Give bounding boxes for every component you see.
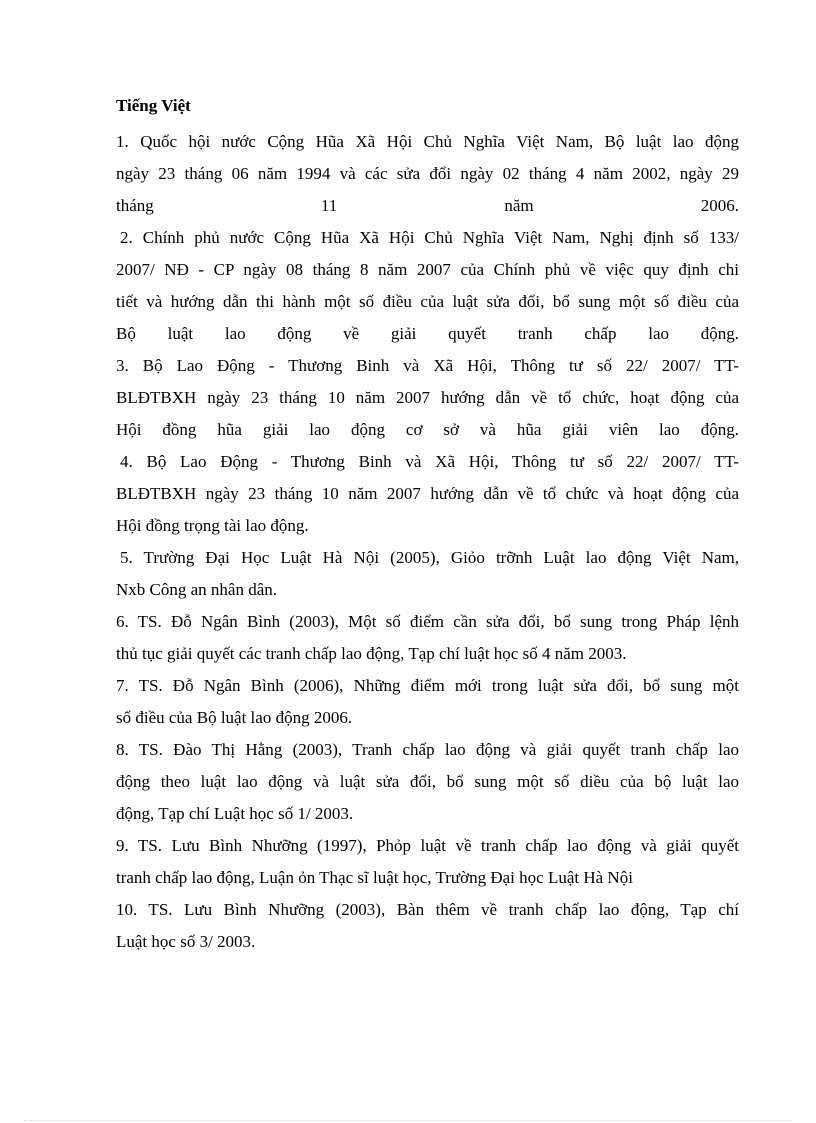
reference-line: Luật học số 3/ 2003.: [116, 932, 256, 951]
reference-line: Hội đồng trọng tài lao động.: [116, 516, 309, 535]
reference-line: động theo luật lao động và luật sửa đổi, bổ sung một số diều của bộ luật lao: [116, 772, 739, 791]
reference-line: 2. Chính phủ nước Cộng Hũa Xã Hội Chủ Nghĩa Việt Nam, Nghị định số 133/: [120, 228, 739, 247]
reference-line: BLĐTBXH ngày 23 tháng 10 năm 2007 hướng dẫn về tổ chức, hoạt động của: [116, 388, 739, 407]
reference-line: 2007/ NĐ - CP ngày 08 tháng 8 năm 2007 của Chính phủ về việc quy định chi: [116, 260, 739, 279]
reference-line: tiết và hướng dẫn thi hành một số điều của luật sửa đổi, bổ sung một số điều của: [116, 292, 739, 311]
reference-list: [116, 126, 739, 958]
reference-line: 3. Bộ Lao Động - Thương Binh và Xã Hội, Thông tư số 22/ 2007/ TT-: [116, 356, 739, 375]
reference-line: 1. Quốc hội nước Cộng Hũa Xã Hội Chủ Nghĩa Việt Nam, Bộ luật lao động: [116, 132, 739, 151]
reference-line: 8. TS. Đào Thị Hằng (2003), Tranh chấp lao động và giải quyết tranh chấp lao: [116, 740, 739, 759]
reference-line: động, Tạp chí Luật học số 1/ 2003.: [116, 804, 354, 823]
page-bottom-divider: [24, 1120, 792, 1121]
reference-line: số điều của Bộ luật lao động 2006.: [116, 708, 353, 727]
reference-line: 7. TS. Đỗ Ngân Bình (2006), Những điểm mới trong luật sửa đổi, bổ sung một: [116, 676, 739, 695]
reference-line: tháng 11 năm 2006.: [116, 196, 739, 215]
reference-line: Hội đồng hũa giải lao động cơ sở và hũa giải viên lao động.: [116, 420, 739, 439]
reference-line: BLĐTBXH ngày 23 tháng 10 năm 2007 hướng dẫn về tổ chức và hoạt động của: [116, 484, 739, 503]
reference-line: 10. TS. Lưu Bình Nhưỡng (2003), Bàn thêm về tranh chấp lao động, Tạp chí: [116, 900, 739, 919]
reference-line: 4. Bộ Lao Động - Thương Binh và Xã Hội, Thông tư số 22/ 2007/ TT-: [120, 452, 739, 471]
reference-line: Nxb Công an nhân dân.: [116, 580, 278, 599]
reference-line: ngày 23 tháng 06 năm 1994 và các sửa đổi ngày 02 tháng 4 năm 2002, ngày 29: [116, 164, 739, 183]
section-heading: Tiếng Việt: [116, 96, 191, 115]
reference-line: thủ tục giải quyết các tranh chấp lao động, Tạp chí luật học số 4 năm 2003.: [116, 644, 627, 663]
reference-line: Bộ luật lao động về giải quyết tranh chấp lao động.: [116, 324, 739, 343]
reference-line: 9. TS. Lưu Bình Nhưỡng (1997), Phỏp luật về tranh chấp lao động và giải quyết: [116, 836, 739, 855]
reference-line: 6. TS. Đỗ Ngân Bình (2003), Một số điểm cần sửa đổi, bổ sung trong Pháp lệnh: [116, 612, 739, 631]
reference-line: tranh chấp lao động, Luận ỏn Thạc sĩ luật học, Trường Đại học Luật Hà Nội: [116, 868, 633, 887]
reference-line: 5. Trường Đại Học Luật Hà Nội (2005), Giỏo trỡnh Luật lao động Việt Nam,: [120, 548, 739, 567]
